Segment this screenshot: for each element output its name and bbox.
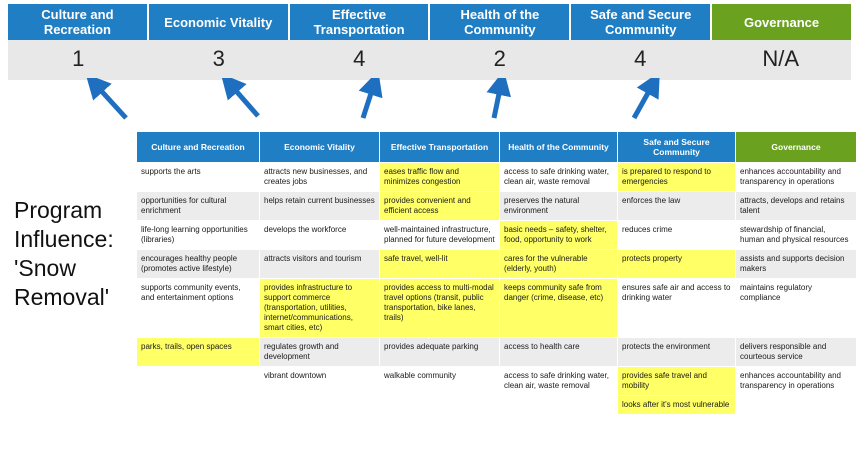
table-cell: provides safe travel and mobility <box>618 367 736 396</box>
table-cell: enhances accountability and transparency in operations <box>736 163 857 192</box>
summary-score-governance: N/A <box>762 46 800 71</box>
table-cell: keeps community safe from danger (crime, disease, etc) <box>500 279 618 338</box>
summary-header-health-of-the-community: Health of the Community <box>430 4 571 40</box>
table-cell: vibrant downtown <box>260 367 380 396</box>
table-cell: reduces crime <box>618 221 736 250</box>
matrix-header-governance: Governance <box>736 132 857 163</box>
matrix-body <box>137 163 857 415</box>
table-cell: access to safe drinking water, clean air, waste removal <box>500 367 618 396</box>
table-cell <box>137 367 260 396</box>
summary-score-economic-vitality: 3 <box>212 46 225 71</box>
table-cell: protects property <box>618 250 736 279</box>
table-cell: develops the workforce <box>260 221 380 250</box>
matrix-header-culture-and-recreation: Culture and Recreation <box>137 132 260 163</box>
table-cell: ensures safe air and access to drinking water <box>618 279 736 338</box>
arrow-icon-effective-transportation <box>363 84 374 118</box>
strategic-outcomes-summary <box>8 4 851 83</box>
matrix-header-row <box>137 132 857 163</box>
table-cell: life-long learning opportunities (libraries) <box>137 221 260 250</box>
table-cell: attracts new businesses, and creates jobs <box>260 163 380 192</box>
program-influence-caption <box>14 196 134 312</box>
table-cell: looks after it's most vulnerable <box>618 396 736 415</box>
summary-score-culture-and-recreation: 1 <box>72 46 85 71</box>
table-row <box>137 396 857 415</box>
table-cell: supports community events, and entertainment options <box>137 279 260 338</box>
table-cell <box>500 396 618 415</box>
table-cell: supports the arts <box>137 163 260 192</box>
table-cell: helps retain current businesses <box>260 192 380 221</box>
summary-header-culture-and-recreation: Culture and Recreation <box>8 4 149 40</box>
table-cell <box>736 396 857 415</box>
arrow-icon-health-of-the-community <box>494 84 501 118</box>
table-row <box>137 367 857 396</box>
summary-score-effective-transportation: 4 <box>353 46 366 71</box>
table-row <box>137 192 857 221</box>
table-cell: preserves the natural environment <box>500 192 618 221</box>
table-cell: eases traffic flow and minimizes congestion <box>380 163 500 192</box>
arrow-icon-culture-and-recreation <box>95 84 126 118</box>
table-cell: cares for the vulnerable (elderly, youth) <box>500 250 618 279</box>
table-row <box>137 163 857 192</box>
caption-line-3: 'Snow <box>14 255 76 281</box>
table-cell: is prepared to respond to emergencies <box>618 163 736 192</box>
table-cell: protects the environment <box>618 338 736 367</box>
table-cell: parks, trails, open spaces <box>137 338 260 367</box>
table-cell: regulates growth and development <box>260 338 380 367</box>
table-cell: well-maintained infrastructure, planned for future development <box>380 221 500 250</box>
summary-header-row <box>8 4 851 40</box>
summary-score-safe-and-secure-community: 4 <box>634 46 647 71</box>
table-cell: safe travel, well-lit <box>380 250 500 279</box>
table-cell: enhances accountability and transparency in operations <box>736 367 857 396</box>
table-cell: stewardship of financial, human and physical resources <box>736 221 857 250</box>
table-row <box>137 250 857 279</box>
summary-header-safe-and-secure-community: Safe and Secure Community <box>571 4 712 40</box>
summary-header-governance: Governance <box>712 4 851 40</box>
summary-score-health-of-the-community: 2 <box>493 46 506 71</box>
table-cell: access to safe drinking water, clean air, waste removal <box>500 163 618 192</box>
table-row <box>137 279 857 338</box>
summary-header-economic-vitality: Economic Vitality <box>149 4 290 40</box>
caption-line-1: Program <box>14 197 103 223</box>
table-cell: attracts, develops and retains talent <box>736 192 857 221</box>
table-cell: provides adequate parking <box>380 338 500 367</box>
outcomes-matrix-table <box>136 131 857 415</box>
table-cell: basic needs – safety, shelter, food, opportunity to work <box>500 221 618 250</box>
table-cell: assists and supports decision makers <box>736 250 857 279</box>
matrix-header-health-of-the-community: Health of the Community <box>500 132 618 163</box>
table-cell: maintains regulatory compliance <box>736 279 857 338</box>
table-cell: provides access to multi-modal travel options (transit, public transportation, bike lanes, trails) <box>380 279 500 338</box>
table-cell: access to health care <box>500 338 618 367</box>
table-cell <box>380 396 500 415</box>
table-cell: delivers responsible and courteous service <box>736 338 857 367</box>
summary-score-row <box>8 40 851 83</box>
caption-line-2: Influence: <box>14 226 114 252</box>
table-row <box>137 221 857 250</box>
table-row <box>137 338 857 367</box>
table-cell: opportunities for cultural enrichment <box>137 192 260 221</box>
table-cell: provides infrastructure to support commerce (transportation, utilities, internet/communications, smart cities, etc) <box>260 279 380 338</box>
matrix-header-economic-vitality: Economic Vitality <box>260 132 380 163</box>
arrow-icon-economic-vitality <box>230 84 258 116</box>
table-cell: enforces the law <box>618 192 736 221</box>
table-cell <box>260 396 380 415</box>
matrix-header-effective-transportation: Effective Transportation <box>380 132 500 163</box>
table-cell: walkable community <box>380 367 500 396</box>
arrow-icon-safe-and-secure-community <box>634 84 653 118</box>
table-cell: provides convenient and efficient access <box>380 192 500 221</box>
summary-header-effective-transportation: Effective Transportation <box>290 4 431 40</box>
arrow-group <box>0 78 859 133</box>
table-cell: attracts visitors and tourism <box>260 250 380 279</box>
table-cell: encourages healthy people (promotes active lifestyle) <box>137 250 260 279</box>
caption-line-4: Removal' <box>14 284 110 310</box>
table-cell <box>137 396 260 415</box>
matrix-header-safe-and-secure-community: Safe and Secure Community <box>618 132 736 163</box>
